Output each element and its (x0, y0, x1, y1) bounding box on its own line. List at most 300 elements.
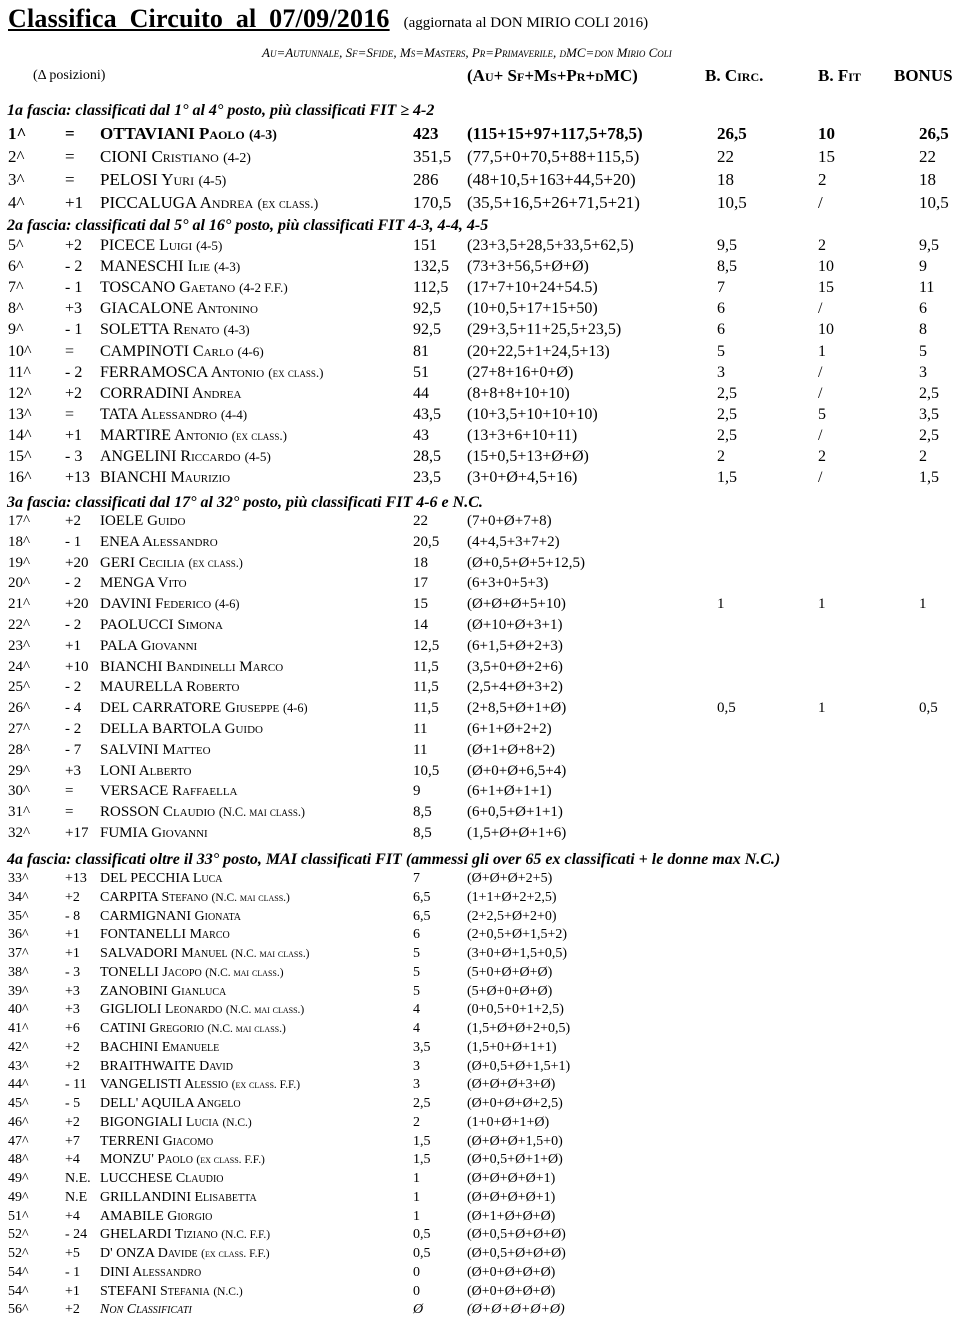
position-cell: 19^ (8, 554, 31, 571)
points-breakdown-cell: (1+0+Ø+1+Ø) (467, 1114, 550, 1130)
delta-cell: +1 (65, 426, 83, 444)
total-cell: 11 (413, 721, 428, 737)
total-cell: 9 (413, 783, 421, 800)
b-circ-cell: 6 (717, 321, 725, 339)
total-cell: 6,5 (413, 889, 431, 905)
points-breakdown-cell: (23+3,5+28,5+33,5+62,5) (467, 237, 634, 254)
points-breakdown-cell: (Ø+0+Ø+Ø+Ø) (467, 1283, 556, 1299)
bonus-cell: 1,5 (919, 469, 939, 487)
b-circ-cell: 2 (717, 448, 725, 465)
points-breakdown-cell: (1,5+Ø+Ø+1+6) (467, 825, 567, 841)
total-cell: 28,5 (413, 448, 441, 465)
points-breakdown-cell: (4+4,5+3+7+2) (467, 533, 560, 550)
bonus-cell: 3,5 (919, 405, 939, 423)
ranking-qualifier: (ex class.) (268, 364, 324, 380)
total-cell: 351,5 (413, 147, 452, 167)
player-name-cell (100, 170, 226, 190)
player-name-cell (100, 1115, 252, 1131)
total-cell: Ø (413, 1302, 424, 1318)
position-cell: 52^ (8, 1246, 29, 1261)
b-circ-header: B. Circ. (705, 66, 764, 85)
bonus-cell: 2,5 (919, 426, 939, 444)
points-breakdown-cell: (15+0,5+13+Ø+Ø) (467, 448, 589, 465)
delta-cell: - 3 (65, 964, 81, 980)
total-cell: 92,5 (413, 300, 441, 318)
player-name: FONTANELLI Marco (100, 927, 230, 943)
total-cell: 6 (413, 927, 420, 943)
points-breakdown-cell: (17+7+10+24+54.5) (467, 279, 598, 297)
player-name-cell (100, 890, 290, 906)
delta-cell: +1 (65, 193, 84, 213)
total-cell: 3,5 (413, 1039, 431, 1055)
delta-cell: +6 (65, 1021, 80, 1036)
position-cell: 51^ (8, 1208, 29, 1224)
points-breakdown-cell: (20+22,5+1+24,5+13) (467, 342, 610, 360)
total-cell: 112,5 (413, 279, 449, 297)
player-name-cell (100, 1077, 300, 1093)
delta-cell: - 24 (65, 1227, 88, 1243)
player-name-cell (100, 1021, 286, 1037)
player-name-cell (100, 596, 240, 613)
total-cell: 0,5 (413, 1246, 431, 1261)
player-name-cell (100, 946, 310, 962)
player-name-cell (100, 427, 287, 445)
b-circ-cell: 0,5 (717, 700, 736, 717)
player-name-cell (100, 1227, 270, 1243)
player-name-cell (100, 1190, 257, 1206)
player-name: MARTIRE Antonio (100, 426, 228, 444)
total-cell: 423 (413, 124, 439, 143)
player-name-cell (100, 321, 250, 339)
delta-cell: +3 (65, 983, 80, 999)
position-cell: 47^ (8, 1133, 29, 1149)
total-cell: 18 (413, 554, 428, 571)
player-name: SALVINI Matteo (100, 741, 211, 758)
position-cell: 56^ (8, 1302, 29, 1318)
ranking-qualifier: (N.C. mai class.) (218, 805, 306, 820)
section-heading-4: 4a fascia: classificati oltre il 33° posto, MAI classificati FIT (ammessi gli over 65 ex classificati + le donne max N.C.) (7, 851, 781, 868)
total-cell: 23,5 (413, 469, 441, 487)
position-cell: 1^ (8, 124, 27, 143)
ranking-qualifier: (ex class. F.F.) (196, 1154, 265, 1167)
player-name: VANGELISTI Alessio (100, 1077, 229, 1093)
delta-cell: +2 (65, 384, 83, 402)
delta-cell: +1 (65, 927, 80, 943)
total-cell: 44 (413, 384, 429, 402)
position-cell: 28^ (8, 741, 31, 758)
position-cell: 43^ (8, 1058, 29, 1074)
bonus-cell: 26,5 (919, 124, 949, 143)
points-breakdown-cell: (2+0,5+Ø+1,5+2) (467, 927, 568, 943)
player-name: CORRADINI Andrea (100, 384, 242, 402)
player-name: AMABILE Giorgio (100, 1208, 213, 1224)
delta-cell: = (65, 342, 75, 360)
delta-cell: - 1 (65, 321, 83, 339)
player-name: GERI Cecilia (100, 554, 185, 571)
total-cell: 4 (413, 1002, 420, 1018)
player-name: TATA Alessandro (100, 405, 217, 423)
delta-cell: - 11 (65, 1077, 87, 1093)
total-cell: 1 (413, 1208, 420, 1224)
position-cell: 18^ (8, 533, 31, 550)
player-name-cell (100, 1134, 213, 1150)
b-circ-cell: 8,5 (717, 258, 737, 276)
player-name: BIGONGIALI Lucia (100, 1114, 219, 1130)
player-name: BIANCHI Maurizio (100, 469, 231, 487)
position-cell: 25^ (8, 679, 31, 696)
ranking-qualifier: (ex class.) (231, 427, 287, 443)
delta-cell: +5 (65, 1246, 80, 1261)
ranking-qualifier: (ex class.) (188, 555, 243, 570)
player-name: Non Classificati (100, 1302, 192, 1318)
delta-cell: = (65, 170, 75, 190)
b-fit-header: B. Fit (818, 66, 861, 85)
ranking-qualifier: (4-3) (223, 322, 250, 338)
points-breakdown-cell: (13+3+6+10+11) (467, 426, 578, 444)
player-name: ROSSON Claudio (100, 804, 216, 821)
delta-cell: +2 (65, 1039, 80, 1055)
total-cell: 0 (413, 1264, 420, 1280)
b-fit-cell: 2 (818, 237, 826, 254)
player-name: PELOSI Yuri (100, 170, 195, 190)
ranking-qualifier: (N.C. mai class.) (231, 948, 310, 960)
b-fit-cell: / (818, 193, 823, 213)
ranking-qualifier: (N.C. mai class.) (205, 966, 284, 979)
delta-cell: N.E. (65, 1171, 91, 1186)
points-breakdown-cell: (Ø+0,5+Ø+1,5+1) (467, 1058, 571, 1074)
points-breakdown-cell: (10+0,5+17+15+50) (467, 300, 598, 318)
points-breakdown-cell: (6+1+Ø+1+1) (467, 783, 552, 800)
position-cell: 42^ (8, 1039, 29, 1055)
delta-cell: +17 (65, 825, 89, 841)
points-breakdown-cell: (Ø+Ø+Ø+Ø+1) (467, 1171, 556, 1186)
player-name-cell (100, 513, 185, 530)
points-breakdown-cell: (Ø+0+Ø+6,5+4) (467, 762, 567, 779)
ranking-qualifier: (N.C. F.F.) (221, 1229, 271, 1242)
delta-cell: - 1 (65, 533, 82, 550)
player-name: DELL' AQUILA Angelo (100, 1096, 241, 1111)
player-name-cell (100, 258, 240, 276)
points-breakdown-cell: (73+3+56,5+Ø+Ø) (467, 258, 589, 276)
total-cell: 132,5 (413, 258, 449, 276)
points-breakdown-cell: (Ø+Ø+Ø+3+Ø) (467, 1077, 556, 1093)
player-name: PICECE Luigi (100, 237, 193, 254)
delta-cell: = (65, 147, 75, 167)
player-name: MANESCHI Ilie (100, 258, 210, 276)
delta-cell: +3 (65, 762, 81, 779)
player-name: ANGELINI Riccardo (100, 448, 241, 465)
b-fit-cell: 2 (818, 448, 826, 465)
total-cell: 5 (413, 964, 420, 980)
delta-cell: = (65, 124, 75, 143)
player-name-cell (100, 364, 324, 382)
ranking-qualifier: (4-6) (283, 701, 308, 716)
position-cell: 14^ (8, 426, 32, 444)
position-cell: 12^ (8, 384, 32, 402)
player-name: IOELE Guido (100, 513, 186, 529)
ranking-qualifier: (4-6) (214, 597, 240, 612)
player-name: TOSCANO Gaetano (100, 279, 236, 297)
total-cell: 11,5 (413, 658, 439, 675)
ranking-qualifier: (4-2 F.F.) (239, 280, 288, 296)
bonus-cell: 9,5 (919, 237, 939, 254)
bonus-cell: 3 (919, 363, 927, 381)
player-name-cell (100, 279, 288, 297)
total-cell: 8,5 (413, 804, 432, 821)
player-name: ZANOBINI Gianluca (100, 983, 227, 999)
b-fit-cell: / (818, 469, 823, 487)
points-breakdown-cell: (6+3+0+5+3) (467, 575, 549, 592)
player-name-cell (100, 575, 187, 592)
position-cell: 32^ (8, 825, 31, 841)
total-cell: 151 (413, 237, 437, 254)
player-name: OTTAVIANI Paolo (100, 124, 245, 143)
b-circ-cell: 2,5 (717, 384, 737, 402)
position-cell: 37^ (8, 946, 29, 961)
player-name-cell (100, 385, 241, 403)
points-breakdown-cell: (35,5+16,5+26+71,5+21) (467, 193, 640, 213)
points-breakdown-cell: (8+8+8+10+10) (467, 384, 570, 402)
ranking-qualifier: (4-5) (196, 238, 223, 253)
delta-cell: +2 (65, 513, 81, 529)
points-breakdown-cell: (6+1+Ø+2+2) (467, 721, 552, 737)
delta-cell: +10 (65, 658, 89, 675)
player-name: GRILLANDINI Elisabetta (100, 1189, 257, 1205)
total-cell: 0 (413, 1283, 420, 1299)
position-cell: 39^ (8, 983, 29, 999)
player-name: FUMIA Giovanni (100, 825, 208, 841)
total-cell: 6,5 (413, 908, 431, 924)
total-cell: 170,5 (413, 193, 452, 213)
delta-cell: +3 (65, 1002, 80, 1018)
delta-cell: - 2 (65, 617, 82, 633)
position-cell: 3^ (8, 170, 25, 190)
ranking-qualifier: (4-5) (244, 449, 271, 464)
position-cell: 35^ (8, 908, 29, 924)
delta-cell: +2 (65, 237, 83, 254)
position-cell: 22^ (8, 617, 31, 633)
b-fit-cell: 1 (818, 342, 826, 360)
player-name: BIANCHI Bandinelli Marco (100, 658, 284, 675)
player-name: GHELARDI Tiziano (100, 1227, 218, 1243)
delta-cell: +1 (65, 946, 80, 961)
delta-cell: - 2 (65, 258, 83, 276)
ranking-qualifier: (N.C.) (213, 1285, 243, 1298)
player-name: DELLA BARTOLA Guido (100, 721, 263, 737)
player-name-cell (100, 343, 264, 361)
player-name: STEFANI Stefania (100, 1283, 210, 1299)
position-cell: 16^ (8, 469, 32, 487)
position-cell: 2^ (8, 147, 25, 167)
position-cell: 27^ (8, 721, 31, 737)
points-breakdown-cell: (6+0,5+Ø+1+1) (467, 804, 563, 821)
points-breakdown-cell: (Ø+0+Ø+Ø+Ø) (467, 1264, 556, 1280)
position-cell: 54^ (8, 1283, 29, 1299)
player-name-cell (100, 742, 211, 759)
position-cell: 7^ (8, 279, 24, 297)
delta-cell: = (65, 804, 74, 821)
bonus-cell: 1 (919, 596, 927, 613)
delta-cell: - 2 (65, 575, 82, 592)
player-name-cell (100, 659, 283, 676)
points-breakdown-cell: (5+Ø+0+Ø+Ø) (467, 983, 553, 999)
player-name: CARMIGNANI Gionata (100, 908, 242, 924)
b-fit-cell: 10 (818, 321, 834, 339)
player-name-cell (100, 783, 238, 800)
player-name-cell (100, 721, 263, 738)
points-breakdown-cell: (Ø+0+Ø+Ø+2,5) (467, 1096, 563, 1111)
position-cell: 5^ (8, 237, 24, 254)
b-circ-cell: 2,5 (717, 405, 737, 423)
total-cell: 1 (413, 1189, 420, 1205)
player-name: DEL PECCHIA Luca (100, 871, 223, 886)
bonus-cell: 8 (919, 321, 927, 339)
total-cell: 2,5 (413, 1096, 431, 1111)
position-cell: 36^ (8, 927, 29, 943)
ranking-qualifier: (4-2) (223, 151, 251, 167)
player-name-cell (100, 617, 223, 634)
player-name: DINI Alessandro (100, 1264, 202, 1280)
b-circ-cell: 5 (717, 342, 725, 360)
delta-cell: - 3 (65, 448, 83, 465)
total-cell: 51 (413, 363, 429, 381)
delta-cell: +2 (65, 1302, 80, 1318)
player-name-cell (100, 1096, 241, 1112)
ranking-qualifier: (ex class. F.F.) (231, 1079, 301, 1092)
position-cell: 46^ (8, 1114, 29, 1130)
delta-cell: +4 (65, 1152, 80, 1168)
b-fit-cell: 10 (818, 258, 834, 276)
player-name: GIGLIOLI Leonardo (100, 1002, 223, 1018)
delta-cell: +13 (65, 871, 87, 886)
delta-cell: - 2 (65, 721, 82, 737)
b-fit-cell: / (818, 384, 823, 402)
total-cell: 11 (413, 741, 428, 758)
player-name-cell (100, 1059, 233, 1075)
player-name: MENGA Vito (100, 575, 187, 592)
delta-cell: +4 (65, 1208, 80, 1224)
points-breakdown-cell: (115+15+97+117,5+78,5) (467, 124, 643, 143)
b-circ-cell: 18 (717, 170, 734, 190)
bonus-cell: 11 (919, 279, 935, 297)
title-line (8, 4, 648, 34)
player-name-cell (100, 1040, 219, 1056)
player-name: BACHINI Emanuele (100, 1039, 220, 1055)
player-name-cell (100, 124, 277, 144)
section-heading-3: 3a fascia: classificati dal 17° al 32° posto, più classificati FIT 4-6 e N.C. (7, 494, 483, 511)
ranking-qualifier: (4-5) (198, 174, 227, 190)
player-name-cell (100, 1152, 265, 1168)
total-cell: 0,5 (413, 1227, 431, 1243)
total-cell: 3 (413, 1058, 420, 1074)
position-cell: 13^ (8, 405, 32, 423)
abbreviation-legend: Au=Autunnale, Sf=Sfide, Ms=Masters, Pr=Primaverile, dMC=don Mirio Coli (262, 45, 672, 60)
player-name-cell (100, 147, 251, 167)
player-name-cell (100, 555, 243, 572)
player-name: MAURELLA Roberto (100, 679, 240, 696)
player-name-cell (100, 534, 218, 551)
b-circ-cell: 22 (717, 147, 734, 167)
player-name-cell (100, 927, 230, 943)
total-cell: 92,5 (413, 321, 441, 339)
delta-cell: +1 (65, 1283, 80, 1299)
total-cell: 4 (413, 1021, 420, 1036)
b-circ-cell: 6 (717, 300, 725, 318)
position-cell: 44^ (8, 1077, 29, 1093)
player-name-cell (100, 406, 247, 424)
position-cell: 20^ (8, 575, 31, 592)
total-cell: 1 (413, 1171, 420, 1186)
b-circ-cell: 10,5 (717, 193, 747, 213)
player-name-cell (100, 300, 258, 318)
player-name-cell (100, 1171, 224, 1187)
b-fit-cell: 10 (818, 124, 835, 143)
ranking-qualifier: (ex class.) (257, 197, 319, 213)
points-breakdown-cell: (2,5+4+Ø+3+2) (467, 679, 563, 696)
player-name: TONELLI Jacopo (100, 964, 202, 980)
position-cell: 34^ (8, 889, 29, 905)
points-breakdown-cell: (Ø+0,5+Ø+1+Ø) (467, 1152, 563, 1168)
points-breakdown-cell: (Ø+10+Ø+3+1) (467, 617, 563, 633)
ranking-qualifier: (N.C.) (222, 1116, 252, 1129)
b-circ-cell: 3 (717, 363, 725, 381)
delta-cell: - 2 (65, 679, 82, 696)
player-name-cell (100, 638, 197, 655)
delta-cell: +20 (65, 554, 89, 571)
total-cell: 20,5 (413, 533, 440, 550)
delta-cell: +2 (65, 889, 80, 905)
player-name-cell (100, 804, 305, 821)
b-circ-cell: 26,5 (717, 124, 747, 143)
position-cell: 52^ (8, 1227, 29, 1243)
points-breakdown-cell: (77,5+0+70,5+88+115,5) (467, 147, 640, 167)
points-breakdown-cell: (0+0,5+0+1+2,5) (467, 1002, 564, 1018)
ranking-qualifier: (N.C. mai class.) (207, 1023, 286, 1035)
bonus-cell: 2 (919, 448, 927, 465)
b-circ-cell: 7 (717, 279, 725, 297)
ranking-qualifier: (4-6) (237, 343, 264, 359)
total-cell: 10,5 (413, 762, 440, 779)
player-name-cell (100, 193, 318, 213)
total-cell: 11,5 (413, 700, 439, 717)
total-cell: 7 (413, 871, 420, 886)
player-name-cell (100, 763, 192, 780)
player-name: SOLETTA Renato (100, 321, 220, 339)
points-breakdown-cell: (Ø+0,5+Ø+Ø+Ø) (467, 1227, 566, 1243)
player-name-cell (100, 1265, 201, 1281)
points-breakdown-cell: (Ø+Ø+Ø+Ø+Ø) (467, 1302, 565, 1318)
delta-positions-header: (Δ posizioni) (33, 68, 106, 83)
player-name-cell (100, 871, 222, 887)
b-fit-cell: / (818, 426, 823, 444)
position-cell: 30^ (8, 783, 31, 800)
player-name-cell (100, 1246, 270, 1262)
total-cell: 14 (413, 617, 428, 633)
delta-cell: +7 (65, 1133, 80, 1149)
player-name: LONI Alberto (100, 762, 192, 779)
position-cell: 26^ (8, 700, 31, 717)
points-breakdown-cell: (10+3,5+10+10+10) (467, 405, 598, 423)
update-note: (aggiornata al DON MIRIO COLI 2016) (403, 15, 649, 31)
ranking-qualifier: (N.C. mai class.) (225, 1004, 305, 1017)
b-circ-cell: 2,5 (717, 426, 737, 444)
player-name: ENEA Alessandro (100, 533, 218, 550)
player-name: PAOLUCCI Simona (100, 617, 223, 633)
points-breakdown-cell: (3+0+Ø+1,5+0,5) (467, 946, 568, 961)
player-name: MONZU' Paolo (100, 1152, 193, 1168)
position-cell: 23^ (8, 637, 31, 654)
total-cell: 1,5 (413, 1152, 431, 1168)
